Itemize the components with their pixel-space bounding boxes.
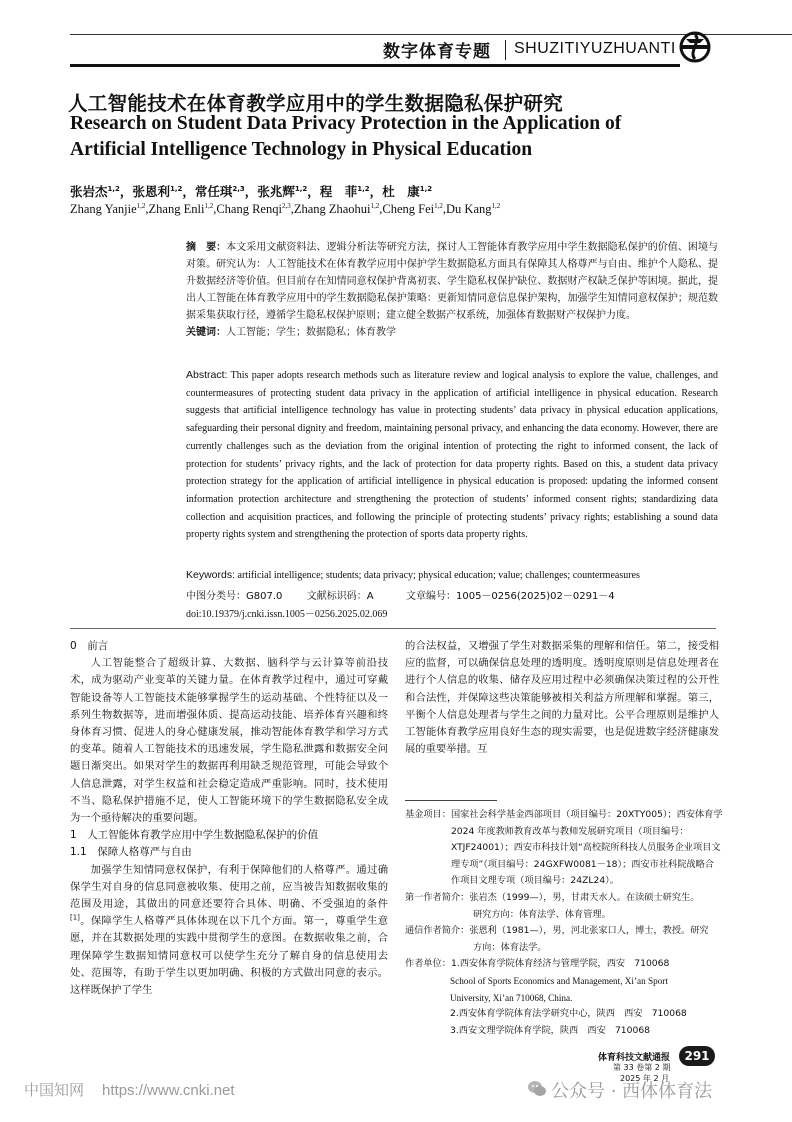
affiliation-2: 2.西安体育学院体育法学研究中心，陕西 西安 710068 <box>450 1008 687 1020</box>
paragraph-1-1 <box>70 862 388 1000</box>
abstract-cn-label: 摘 要： <box>186 242 227 253</box>
author-en-affiliation-sup: 1,2 <box>434 201 443 210</box>
title-cn: 人工智能技术在体育教学应用中的学生数据隐私保护研究 <box>68 92 564 115</box>
author-en-affiliation-sup: 1,2 <box>491 201 501 210</box>
author-cn-affiliation-sup: 1,2 <box>294 184 308 193</box>
watermark-wechat: 公众号 · 西体体育法 <box>551 1081 713 1102</box>
author-en-separator: , <box>290 202 294 216</box>
clc-label: 中图分类号： <box>186 591 246 602</box>
watermark-cnki-url: https://www.cnki.net <box>102 1082 235 1099</box>
heading-intro-number: 0 <box>70 640 77 652</box>
author-cn-separator: ， <box>307 184 320 199</box>
section-divider <box>70 628 716 629</box>
keywords-cn-label: 关键词： <box>186 327 226 338</box>
author-cn-affiliation-sup: 1,2 <box>169 184 183 193</box>
author-en-affiliation-sup: 1,2 <box>204 201 214 210</box>
page-number-badge: 291 <box>679 1046 715 1066</box>
affiliation-1-en-line-1: School of Sports Economics and Management, Xi’an Sport <box>450 975 668 986</box>
heading-section-1: 1 人工智能体育教学应用中学生数据隐私保护的价值 <box>70 829 319 842</box>
author-en-affiliation-sup: 1,2 <box>136 201 146 210</box>
author-en-affiliation-sup: 1,2 <box>370 201 380 210</box>
author-en-separator: , <box>442 202 447 216</box>
author-en-separator: , <box>379 202 383 216</box>
affiliation-3: 3.西安文理学院体育学院，陕西 西安 710068 <box>450 1024 651 1036</box>
abstract-cn <box>186 239 718 341</box>
author-cn-separator: ， <box>244 184 258 199</box>
first-author-direction: 研究方向：体育法学、体育管理。 <box>473 908 611 920</box>
wechat-icon <box>527 1079 547 1099</box>
abstract-en <box>186 367 718 544</box>
doi: doi:10.19379/j.cnki.issn.1005－0256.2025.02.069 <box>186 609 388 620</box>
author-en-name: Zhang Yanjie <box>70 202 137 216</box>
abstract-en-text: This paper adopts research methods such as literature review and logical analysis to explore the value, challenges, and countermeasures of protecting student data privacy in the application of artificial intelligence in physical education. Research suggests that artificial intelligence technology has value in protecting students’ data privacy in physical education applications, safeguarding their personal dignity and freedom, maintaining personal privacy, and enhancing the data economy. However, there are currently challenges such as the deviation from the original intention of protecting the right to informed consent, the lack of protection for students’ privacy rights, and the lack of protection for data property rights. Based on this, a student data privacy protection strategy for the application of artificial intelligence in physical education is proposed: updating the informed consent information protection architecture and strengthening the protection of students’ informed consent rights; standardizing data collection and acquisition practices, and following the principle of protecting students’ privacy rights; establishing a sound data property rights system and strengthening the protection of sports data property rights. <box>186 370 718 541</box>
heading-section-1-1: 1.1 保障人格尊严与自由 <box>70 846 192 859</box>
journal-date: 2025 年 2 月 <box>620 1074 670 1083</box>
journal-logo-icon <box>676 30 714 64</box>
heading-intro-text: 前言 <box>87 640 109 652</box>
footnotes <box>405 807 723 1039</box>
fund-label: 基金项目： <box>405 809 451 820</box>
clc-value: G807.0 <box>246 591 283 602</box>
fund-text: 国家社会科学基金西部项目（项目编号：20XTY005）；西安体育学 2024 年度教师教育改革与教师发展研究项目（项目编号：XTJF24001）；西安市科技计划“高校院所科技人员服务企业项目文理专项”（项目编号：24GXFW0081－18）；西安市社科院战略合作项目文理专项（项目编号：24ZL24）。 <box>450 809 723 887</box>
paragraph-intro: 人工智能整合了超级计算、大数据、脑科学与云计算等前沿技术，成为驱动产业变革的关键力量。在体育教学过程中，通过可穿戴智能设备等人工智能技术能够掌握学生的运动基础、个性特征以及一系列生物数据等，进而增强体质、提高运动技能、培养体育兴趣和终身体育习惯、促进人的身心健康发展，推动智能体育教学和学习方式的变革。随着人工智能技术的迅速发展，学生隐私泄露和数据安全问题日渐突出。如果对学生的数据再利用缺乏规范管理，可能会导致个人信息泄露，对学生权益和社会稳定造成严重影响。同时，技术使用不当、隐私保护措施不足，使人工智能环境下的学生数据隐私安全成为一个亟待解决的重要问题。 <box>70 657 388 825</box>
article-no-label: 文章编号： <box>405 591 456 602</box>
journal-name: 体育科技文献通报 <box>598 1053 671 1063</box>
author-cn-name: 常任琪 <box>194 184 233 199</box>
author-cn-affiliation-sup: 1,2 <box>107 184 120 193</box>
author-en-name: Cheng Fei <box>382 202 435 216</box>
author-cn-affiliation-sup: 2,3 <box>232 184 245 193</box>
author-en-separator: , <box>145 202 149 216</box>
author-en-affiliation-sup: 2,3 <box>281 201 291 210</box>
paragraph-right: 的合法权益，又增强了学生对数据采集的理解和信任。第二，接受相应的监督，可以确保信息处理的透明度。透明度原则是信息处理者在进行个人信息的收集、储存及应用过程中必须确保决策过程的公开性和合法性，并保障这些决策能够被相关利益方所理解和掌握。第三，平衡个人信息处理者与学生之间的力量对比。公平合理原则是维护人工智能体育教学应用良好生态的现实需要，也是促进数字经济健康发展的重要举措。互 <box>405 640 719 756</box>
watermark-cnki-name: 中国知网 <box>24 1081 85 1099</box>
author-en-name: Zhang Enli <box>148 202 205 216</box>
corresponding-author-label: 通信作者简介： <box>405 925 470 937</box>
author-cn-separator: ， <box>182 184 195 199</box>
author-cn-name: 张兆辉 <box>257 184 295 199</box>
paragraph-1-1-part-b: 。保障学生人格尊严具体体现在以下几个方面。第一，尊重学生意愿，并在其数据处理的实践中贯彻学生的意图。在数据收集之前，合理保障学生数据知情同意权可以使学生充分了解自身的信息使用去处、范围等，有助于学生以更加明确、积极的方式做出同意的表示。这样既保护了学生 <box>70 915 388 997</box>
author-cn-name: 程 菲 <box>319 184 358 199</box>
author-cn-separator: ， <box>369 184 383 199</box>
title-en-line-2: Artificial Intelligence Technology in Physical Education <box>70 139 533 160</box>
keywords-en-label: Keywords: <box>186 569 236 581</box>
section-title-cn: 数字体育专题 <box>383 42 491 62</box>
keywords-cn: 人工智能；学生；数据隐私；体育教学 <box>226 327 396 338</box>
body-left-column <box>70 638 388 999</box>
classification-line <box>186 587 615 602</box>
affiliation-1-en-line-2: University, Xi’an 710068, China. <box>450 992 573 1003</box>
header-separator <box>505 40 506 60</box>
journal-volume: 第 33 卷第 2 期 <box>613 1063 671 1072</box>
section-title-en: SHUZITIYUZHUANTI <box>514 40 676 57</box>
title-en-line-1: Research on Student Data Privacy Protection in the Application of <box>70 113 622 134</box>
header-rule-bottom <box>70 64 680 67</box>
citation-ref: [1] <box>70 913 80 922</box>
corresponding-author-direction: 方向：体育法学。 <box>473 941 547 953</box>
authors-cn <box>70 182 432 200</box>
affiliation-1: 1.西安体育学院体育经济与管理学院，西安 710068 <box>450 958 670 970</box>
author-cn-name: 杜 康 <box>382 184 420 199</box>
first-author-label: 第一作者简介： <box>405 891 470 903</box>
author-cn-affiliation-sup: 1,2 <box>357 184 370 193</box>
author-en-name: Zhang Zhaohui <box>293 202 371 216</box>
watermark-cnki <box>24 1079 235 1100</box>
abstract-en-label: Abstract: <box>186 369 228 381</box>
footnote-rule <box>405 800 497 801</box>
affiliation-label: 作者单位： <box>405 958 451 970</box>
doc-code-label: 文献标识码： <box>306 591 367 602</box>
author-en-name: Chang Renqi <box>216 202 282 216</box>
body-right-column <box>405 638 719 758</box>
author-en-separator: , <box>213 202 217 216</box>
heading-intro <box>70 638 388 655</box>
authors-en <box>70 202 500 217</box>
first-author-text: 张岩杰（1999—），男，甘肃天水人。在读硕士研究生。 <box>469 891 700 903</box>
author-cn-affiliation-sup: 1,2 <box>419 184 433 193</box>
keywords-en <box>186 569 726 581</box>
paragraph-1-1-part-a: 加强学生知情同意权保护，有利于保障他们的人格尊严。通过确保学生对自身的信息同意被收集、使用之前，应当被告知数据收集的范围及用途，其做出的同意还要符合具体、明确、不受强迫的条件 <box>70 863 388 911</box>
author-en-name: Du Kang <box>446 202 492 216</box>
article-no-value: 1005－0256(2025)02－0291－4 <box>455 591 615 602</box>
author-cn-separator: ， <box>119 184 133 199</box>
keywords-en-text: artificial intelligence; students; data privacy; physical education; value; challenges; countermeasures <box>237 570 640 581</box>
doc-code-value: A <box>366 591 374 602</box>
author-cn-name: 张岩杰 <box>70 184 108 199</box>
corresponding-author-text: 张恩利（1981—），男，河北张家口人，博士，教授。研究 <box>469 925 709 937</box>
abstract-cn-text: 本文采用文献资料法、逻辑分析法等研究方法，探讨人工智能体育教学应用中学生数据隐私保护的价值、困境与对策。研究认为：人工智能技术在体育教学应用中保护学生数据隐私方面具有保障其人格尊严与自由、维护个人隐私、提升数据经济等价值。但目前存在知情同意权保护背离初衷、学生隐私权保护缺位、数据财产权缺乏保护等困境。据此，提出人工智能在体育教学应用中的学生数据隐私保护策略：更新知情同意信息保护架构，加强学生知情同意权保护；规范数据采集获取行径，遵循学生隐私权保护原则；建立健全数据产权系统，加强体育数据财产权保护力度。 <box>186 242 719 321</box>
author-cn-name: 张恩利 <box>132 184 170 199</box>
